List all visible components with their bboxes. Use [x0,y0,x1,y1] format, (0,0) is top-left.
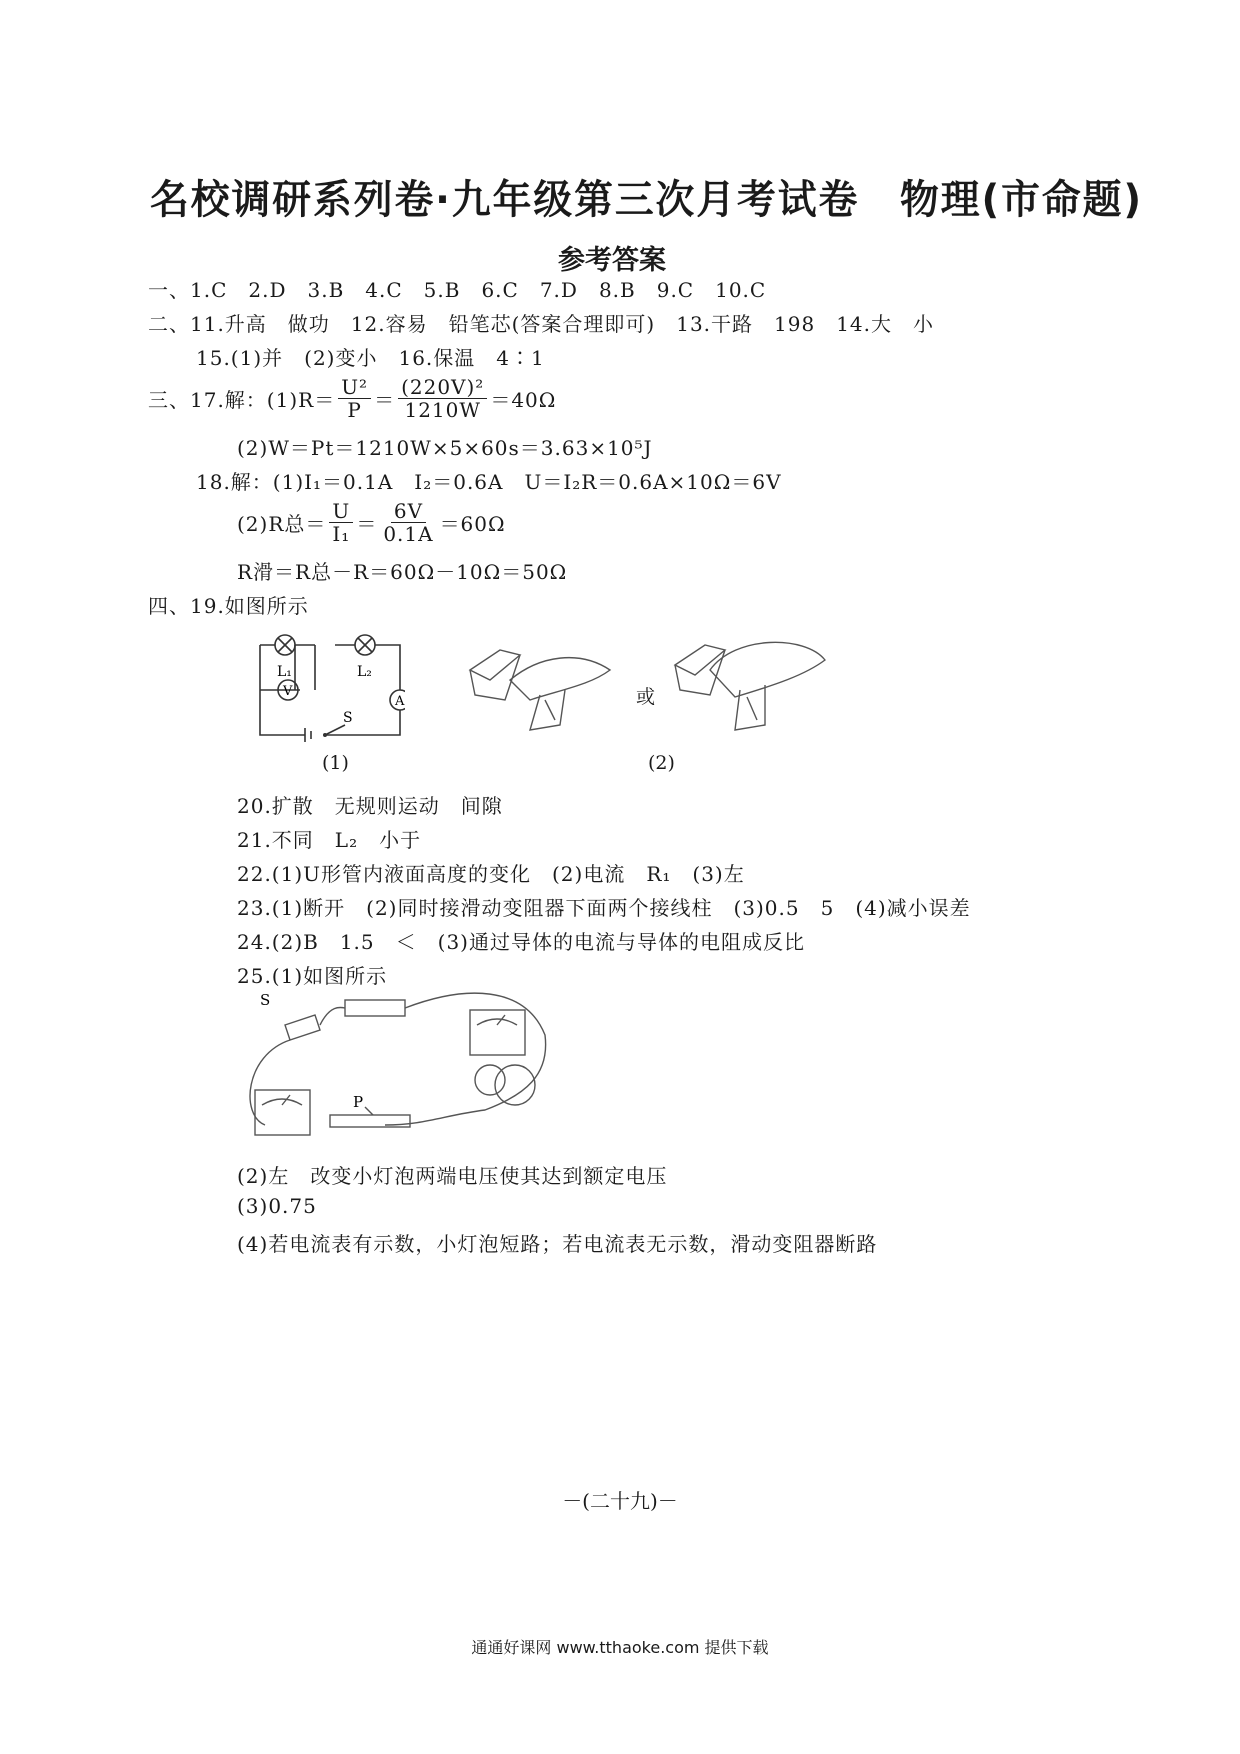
answer-q18-3: R滑＝R总－R＝60Ω－10Ω＝50Ω [237,560,568,584]
q17-fraction-2-den: 1210W [404,398,481,422]
answer-q23: 23.(1)断开 (2)同时接滑动变阻器下面两个接线柱 (3)0.5 5 (4)减小误差 [237,896,971,920]
holder-sketch [530,690,565,730]
answer-q21: 21.不同 L₂ 小于 [237,828,422,852]
sketch-fig2b [665,635,830,735]
answer-q25-2: (2)左 改变小灯泡两端电压使其达到额定电压 [237,1164,668,1188]
q17-fraction-2 [398,376,487,421]
wire-sketch [250,993,546,1125]
voltmeter-sketch [470,1010,525,1055]
lamp-l1-icon [275,635,295,655]
q18-fraction-1-num: U [329,500,353,523]
answer-q18-2 [237,500,506,545]
q17-result: ＝40Ω [490,388,557,412]
label-p-fig25: P [353,1093,364,1111]
q17-prefix: 三、17.解：(1)R＝ [148,388,336,412]
q18-prefix: (2)R总＝ [237,512,327,536]
q17-fraction-1 [338,376,371,421]
ammeter-sketch [255,1090,310,1135]
q17-equals: ＝ [374,388,396,412]
q18-fraction-2-den: 0.1A [383,522,434,546]
answer-section-2a: 二、11.升高 做功 12.容易 铅笔芯(答案合理即可) 13.干路 198 14.大 小 [148,312,935,336]
answer-q24: 24.(2)B 1.5 ＜ (3)通过导体的电流与导体的电阻成反比 [237,930,805,954]
label-s-fig25: S [260,991,271,1009]
answer-section-4: 四、19.如图所示 [148,594,309,618]
label-s: S [343,710,353,726]
battery-sketch [345,1000,405,1016]
answer-q25-3: (3)0.75 [237,1194,317,1218]
sketch-fig2a [460,640,625,735]
lamp-l2-icon [355,635,375,655]
label-l1: L₁ [277,664,292,680]
page-subtitle: 参考答案 [558,245,666,276]
figure-or-label: 或 [636,686,656,708]
figure-2-caption: (2) [648,752,675,774]
page-number: －(二十九)－ [562,1489,678,1513]
q18-equals: ＝ [356,512,378,536]
clamp-sketch [470,650,520,700]
answer-q20: 20.扩散 无规则运动 间隙 [237,794,503,818]
q18-fraction-2 [380,500,436,545]
experiment-sketch-fig25 [245,985,575,1145]
voltmeter-label: V [283,684,293,699]
circuit-diagram-fig1 [255,630,405,745]
answer-section-2b: 15.(1)并 (2)变小 16.保温 4∶1 [196,346,545,370]
page-title: 名校调研系列卷·九年级第三次月考试卷 物理(市命题) [150,177,1144,223]
answer-q22: 22.(1)U形管内液面高度的变化 (2)电流 R₁ (3)左 [237,862,745,886]
ammeter-icon [390,690,405,710]
q18-fraction-1 [329,500,353,545]
label-l2: L₂ [357,664,372,680]
coil-sketch [510,658,610,700]
q18-result: ＝60Ω [439,512,506,536]
q17-fraction-1-den: P [347,398,362,422]
answer-section-1: 一、1.C 2.D 3.B 4.C 5.B 6.C 7.D 8.B 9.C 10.C [148,278,767,302]
q17-fraction-2-num: (220V)² [398,376,487,399]
ammeter-label: A [395,694,405,709]
answer-q17-2: (2)W＝Pt＝1210W×5×60s＝3.63×10⁵J [237,436,653,460]
lamp-sketch [475,1065,535,1105]
q18-fraction-2-num: 6V [391,500,426,523]
footer-source: 通通好课网 www.tthaoke.com 提供下载 [471,1638,769,1657]
answer-q25-4: (4)若电流表有示数，小灯泡短路；若电流表无示数，滑动变阻器断路 [237,1232,878,1256]
battery-icon [305,728,311,742]
figure-1-caption: (1) [322,752,349,774]
answer-q25: 25.(1)如图所示 [237,964,388,988]
answer-q17-1 [148,376,556,421]
coil-sketch-b [710,642,825,697]
q18-fraction-1-den: I₁ [332,522,351,546]
q17-fraction-1-num: U² [338,376,371,399]
switch-sketch [285,1015,320,1040]
answer-q18-1: 18.解：(1)I₁＝0.1A I₂＝0.6A U＝I₂R＝0.6A×10Ω＝6V [196,470,782,494]
clamp-sketch-b [675,645,725,695]
